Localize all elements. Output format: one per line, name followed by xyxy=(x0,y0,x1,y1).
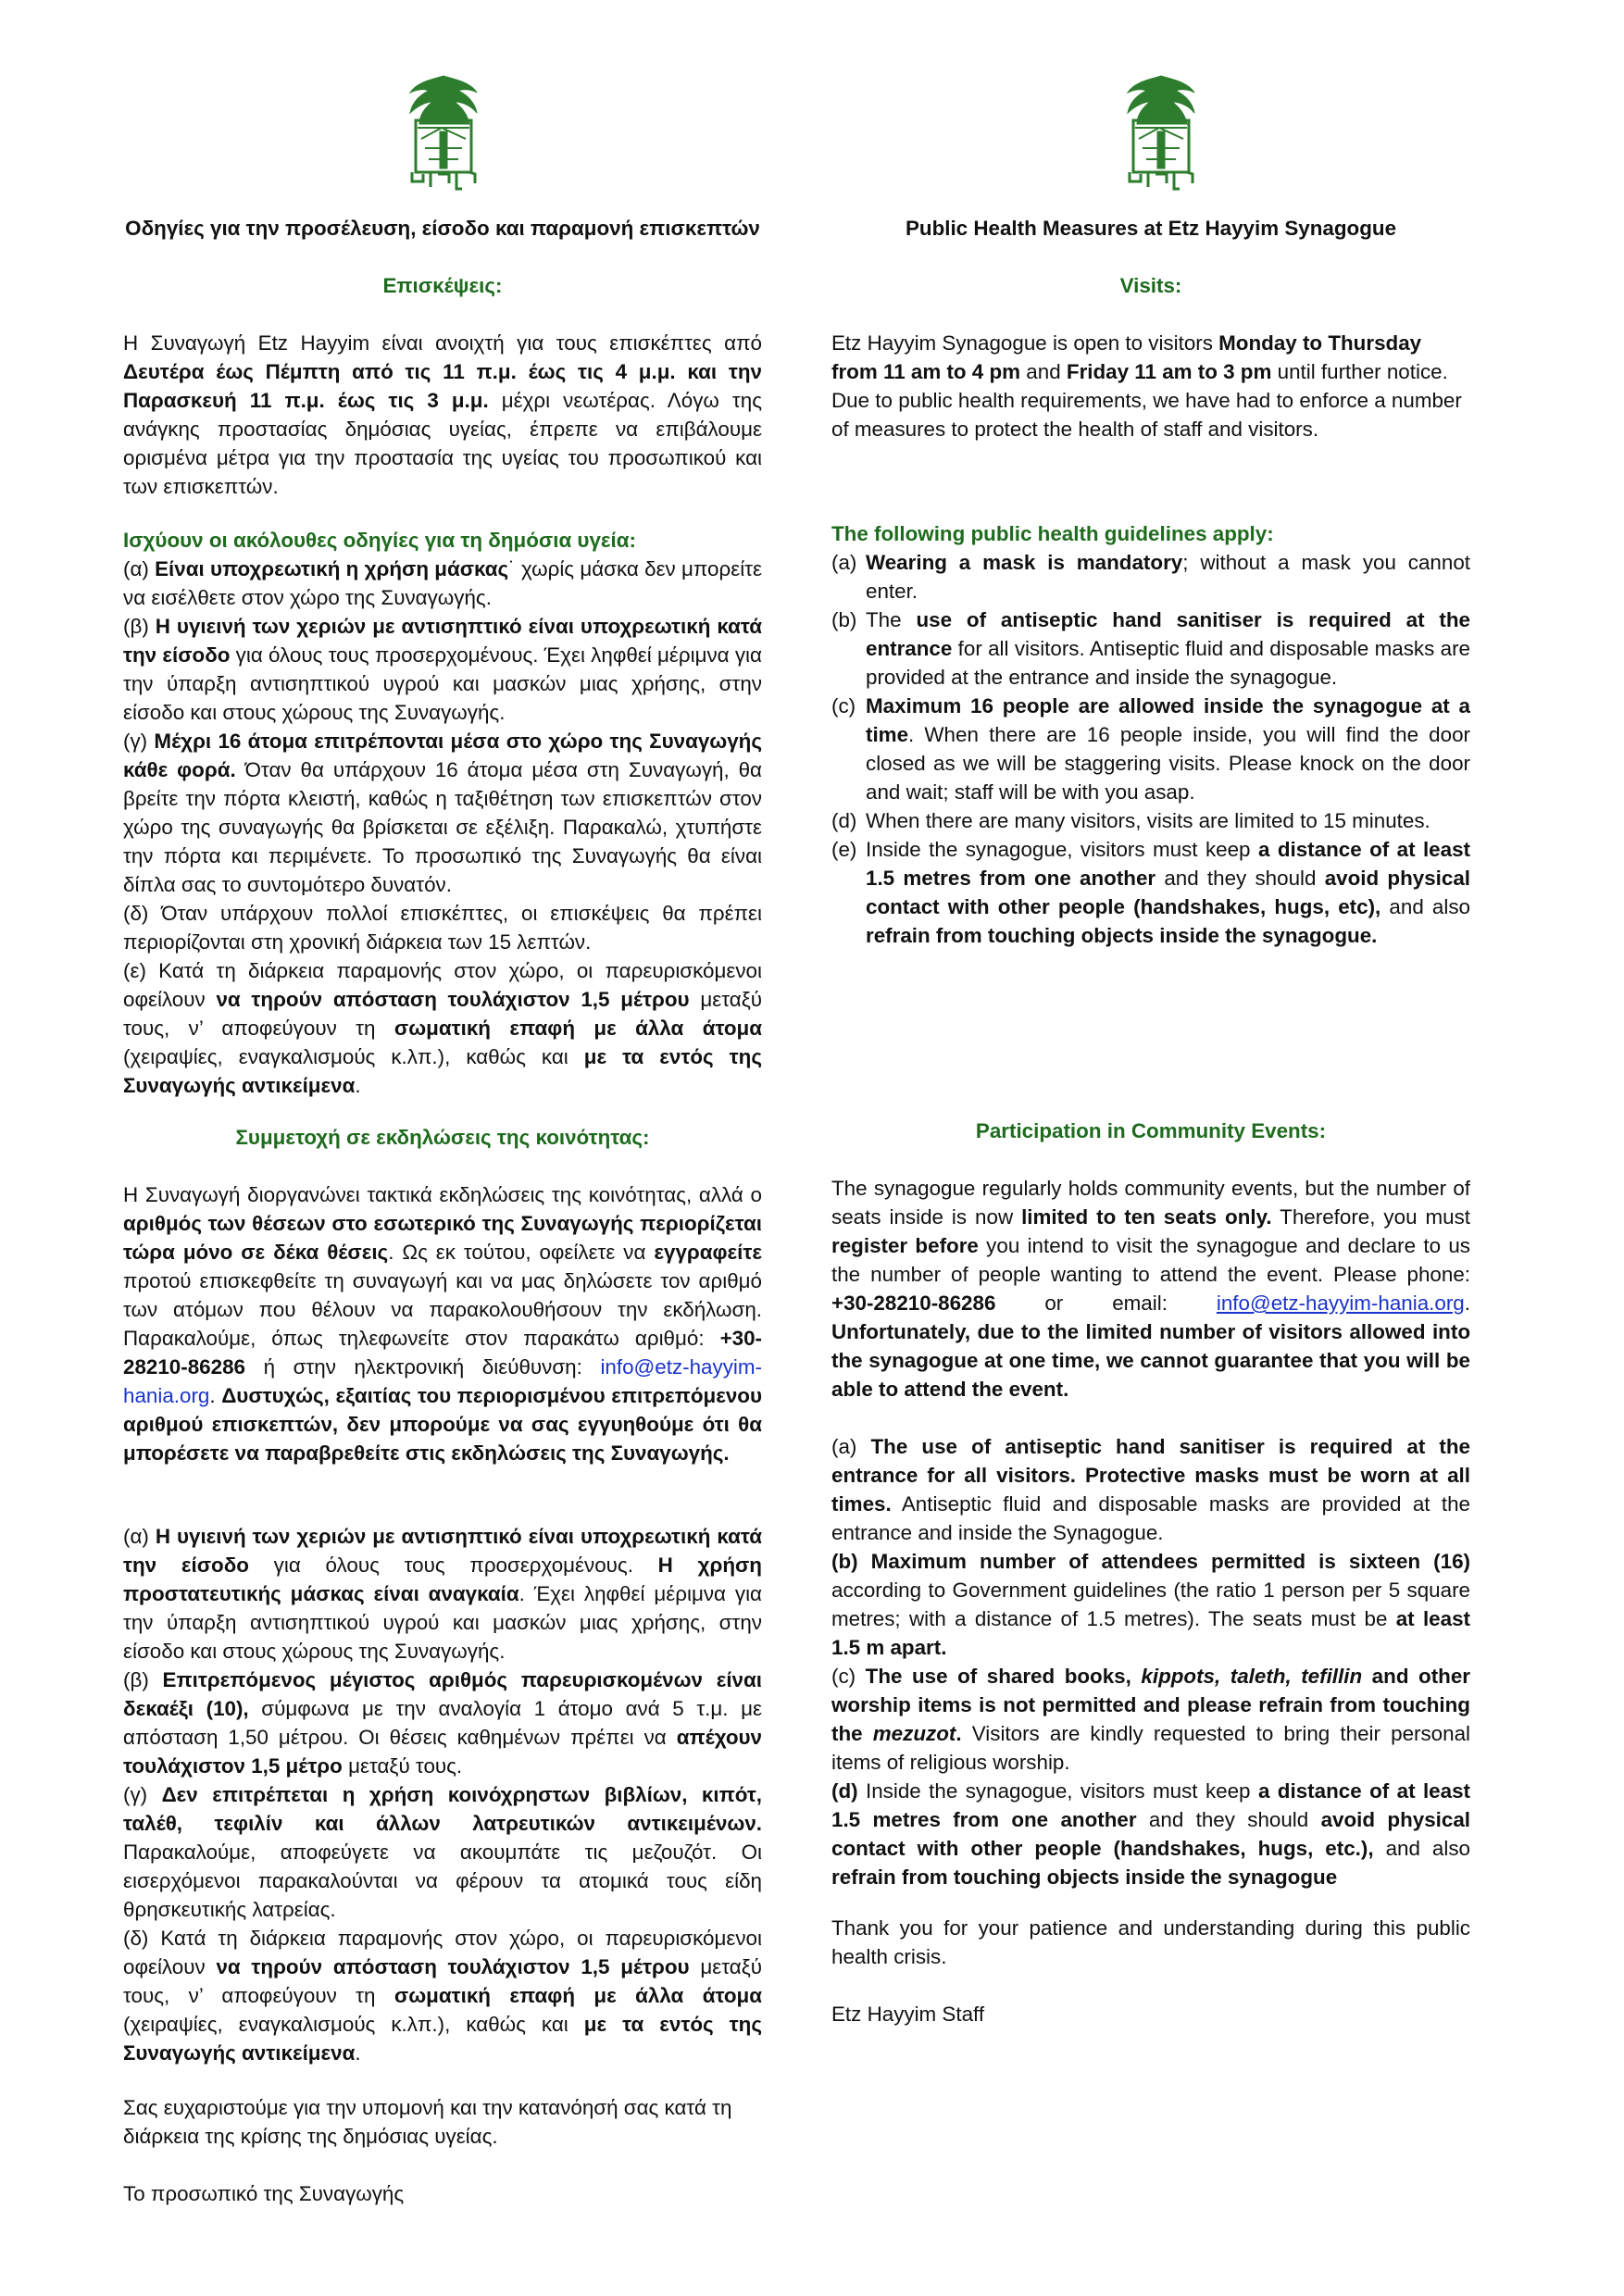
guideline-d: (δ) Όταν υπάρχουν πολλοί επισκέπτες, οι επισκέψεις θα πρέπει περιορίζονται στη χρονική διάρκεια των 15 λεπτών. xyxy=(123,902,762,954)
guidelines-heading: Ισχύουν οι ακόλουθες οδηγίες για τη δημόσια υγεία: xyxy=(123,529,636,552)
thanks-text: Thank you for your patience and understanding during this public health crisis. xyxy=(831,1916,1470,1968)
synagogue-logo xyxy=(1122,72,1200,204)
page-title: Public Health Measures at Etz Hayyim Synagogue xyxy=(905,217,1397,240)
visits-heading: Επισκέψεις: xyxy=(382,274,503,297)
community-paragraph: The synagogue regularly holds community events, but the number of seats inside is now limited to ten seats only. Therefore, you must register before you intend to visit the synagogue and declare to us the number of people wanting to attend the event. Please phone: +30-28210-86286 or email: info@etz-hayyim-hania.org. Unfortunately, due to the limited number of visitors allowed into the synagogue at one time, we cannot guarantee that you will be able to attend the event. xyxy=(831,1177,1470,1401)
tree-logo-icon xyxy=(405,72,482,204)
synagogue-logo xyxy=(405,72,482,204)
community-rule-d: (δ) Κατά τη διάρκεια παραμονής στον χώρο, οι παρευρισκόμενοι οφείλουν να τηρούν απόσταση τουλάχιστον 1,5 μέτρου μεταξύ τους, ν’ αποφεύγουν τη σωματική επαφή με άλλα άτομα (χειραψίες, εναγκαλισμούς κ.λπ.), καθώς και με τα εντός της Συναγωγής αντικείμενα. xyxy=(123,1927,762,2065)
community-rules xyxy=(123,1522,762,2067)
guideline-c: (c) Maximum 16 people are allowed inside the synagogue at a time. When there are 16 people inside, you will find the door closed as we will be staggering visits. Please knock on the door and wait; staff will be with you asap. xyxy=(831,694,1470,804)
guideline-e: (e) Inside the synagogue, visitors must keep a distance of at least 1.5 metres from one another and they should avoid physical contact with other people (handshakes, hugs, etc), and also refrain from touching objects inside the synagogue. xyxy=(831,838,1470,947)
community-paragraph: Η Συναγωγή διοργανώνει τακτικά εκδηλώσεις της κοινότητας, αλλά ο αριθμός των θέσεων στο εσωτερικό της Συναγωγής περιορίζεται τώρα μόνο σε δέκα θέσεις. Ως εκ τούτου, οφείλετε να εγγραφείτε προτού επισκεφθείτε τη συναγωγή και να μας δηλώσετε τον αριθμό των ατόμων που θέλουν να παρακολουθήσουν την εκδήλωση. Παρακαλούμε, όπως τηλεφωνείτε στον παρακάτω αριθμό: +30-28210-86286 ή στην ηλεκτρονική διεύθυνση: info@etz-hayyim-hania.org. Δυστυχώς, εξαιτίας του περιορισμένου επιτρεπόμενου αριθμού επισκεπτών, δεν μπορούμε να σας εγγυηθούμε ότι θα μπορέσετε να παραβρεθείτε στις εκδηλώσεις της Συναγωγής. xyxy=(123,1183,762,1465)
tree-logo-icon xyxy=(1122,72,1200,204)
community-rule-b: (b) Maximum number of attendees permitted is sixteen (16) according to Government guidelines (the ratio 1 person per 5 square metres; with a distance of 1.5 metres). The seats must be at least 1.5 m apart. xyxy=(831,1550,1470,1659)
email-link[interactable]: info@etz-hayyim-hania.org xyxy=(1216,1292,1465,1315)
community-rule-d: (d) Inside the synagogue, visitors must keep a distance of at least 1.5 metres from one another and they should avoid physical contact with other people (handshakes, hugs, etc.), and also refrain from touching objects inside the synagogue xyxy=(831,1779,1471,1889)
guideline-d: (d) When there are many visitors, visits are limited to 15 minutes. xyxy=(831,809,1430,832)
community-rule-a: (α) Η υγιεινή των χεριών με αντισηπτικό είναι υποχρεωτική κατά την είσοδο για όλους τους προσερχομένους. Η χρήση προστατευτικής μάσκας είναι αναγκαία. Έχει ληφθεί μέριμνα για την ύπαρξη αντισηπτικού υγρού και μασκών μιας χρήσης, στην είσοδο και στους χώρους της Συναγωγής. xyxy=(123,1525,763,1663)
visits-intro: Etz Hayyim Synagogue is open to visitors Monday to Thursday from 11 am to 4 pm and Friday 11 am to 3 pm until further notice. Due to public health requirements, we have had to enforce a number of measures to protect the health of staff and visitors. xyxy=(831,331,1462,441)
community-rule-c: (c) The use of shared books, kippots, taleth, tefillin and other worship items is not permitted and please refrain from touching the mezuzot. Visitors are kindly requested to bring their personal items of religious worship. xyxy=(831,1665,1471,1774)
page-title: Οδηγίες για την προσέλευση, είσοδο και παραμονή επισκεπτών xyxy=(125,217,760,240)
community-rule-a: (a) The use of antiseptic hand sanitiser is required at the entrance for all visitors. Protective masks must be worn at all times. Antiseptic fluid and disposable masks are provided at the entrance and inside the Synagogue. xyxy=(831,1435,1470,1544)
guideline-b: (β) Η υγιεινή των χεριών με αντισηπτικό είναι υποχρεωτική κατά την είσοδο για όλους τους προσερχομένους. Έχει ληφθεί μέριμνα για την ύπαρξη αντισηπτικού υγρού και μασκών μιας χρήσης, στην είσοδο και στους χώρους της Συναγωγής. xyxy=(123,615,762,724)
guideline-a: (α) Είναι υποχρεωτική η χρήση μάσκας˙ χωρίς μάσκα δεν μπορείτε να εισέλθετε στον χώρο της Συναγωγής. xyxy=(123,557,763,609)
signature: Το προσωπικό της Συναγωγής xyxy=(123,2182,405,2205)
guideline-c: (γ) Μέχρι 16 άτομα επιτρέπονται μέσα στο χώρο της Συναγωγής κάθε φορά. Όταν θα υπάρχουν 16 άτομα μέσα στη Συναγωγή, θα βρείτε την πόρτα κλειστή, καθώς η ταξιθέτηση των επισκεπτών στον χώρο της συναγωγής θα βρίσκεται σε εξέλιξη. Παρακαλώ, χτυπήστε την πόρτα και περιμένετε. Το προσωπικό της Συναγωγής θα είναι δίπλα σας το συντομότερο δυνατόν. xyxy=(123,730,762,896)
community-heading: Participation in Community Events: xyxy=(975,1119,1327,1142)
guidelines-block xyxy=(123,526,762,1100)
visits-heading: Visits: xyxy=(1119,274,1182,297)
email-link[interactable]: info@etz-hayyim-hania.org xyxy=(123,1355,762,1407)
signature: Etz Hayyim Staff xyxy=(831,2003,985,2026)
guidelines-heading: The following public health guidelines apply: xyxy=(831,522,1274,545)
guideline-a: (a) Wearing a mask is mandatory; without a mask you cannot enter. xyxy=(831,551,1471,603)
community-rule-c: (γ) Δεν επιτρέπεται η χρήση κοινόχρηστων βιβλίων, κιπότ, ταλέθ, τεφιλίν και άλλων λατρευτικών αντικειμένων. Παρακαλούμε, αποφεύγετε να ακουμπάτε τις μεζουζότ. Οι εισερχόμενοι παρακαλούνται να φέρουν τα ατομικά τους είδη θρησκευτικής λατρείας. xyxy=(123,1783,762,1921)
guideline-b: (b) The use of antiseptic hand sanitiser is required at the entrance for all visitors. Antiseptic fluid and disposable masks are provided at the entrance and inside the synagogue. xyxy=(831,608,1470,689)
guideline-e: (ε) Κατά τη διάρκεια παραμονής στον χώρο, οι παρευρισκόμενοι οφείλουν να τηρούν απόσταση τουλάχιστον 1,5 μέτρου μεταξύ τους, ν’ αποφεύγουν τη σωματική επαφή με άλλα άτομα (χειραψίες, εναγκαλισμούς κ.λπ.), καθώς και με τα εντός της Συναγωγής αντικείμενα. xyxy=(123,959,762,1097)
guidelines-block xyxy=(831,519,1470,950)
community-heading: Συμμετοχή σε εκδηλώσεις της κοινότητας: xyxy=(235,1126,650,1149)
community-rule-b: (β) Επιτρεπόμενος μέγιστος αριθμός παρευρισκομένων είναι δεκαέξι (10), σύμφωνα με την αναλογία 1 άτομο ανά 5 τ.μ. με απόσταση 1,50 μέτρου. Οι θέσεις καθημένων πρέπει να απέχουν τουλάχιστον 1,5 μέτρο μεταξύ τους. xyxy=(123,1668,763,1778)
visits-intro: Η Συναγωγή Etz Hayyim είναι ανοιχτή για τους επισκέπτες από Δευτέρα έως Πέμπτη από τις 11 π.μ. έως τις 4 μ.μ. και την Παρασκευή 11 π.μ. έως τις 3 μ.μ. μέχρι νεωτέρας. Λόγω της ανάγκης προστασίας δημόσιας υγείας, έπρεπε να επιβάλουμε ορισμένα μέτρα για την προστασία της υγείας του προσωπικού και των επισκεπτών. xyxy=(123,331,763,498)
thanks-text: Σας ευχαριστούμε για την υπομονή και την κατανόησή σας κατά τη διάρκεια της κρίσης της δημόσιας υγείας. xyxy=(123,2096,732,2148)
community-rules xyxy=(831,1432,1470,1891)
